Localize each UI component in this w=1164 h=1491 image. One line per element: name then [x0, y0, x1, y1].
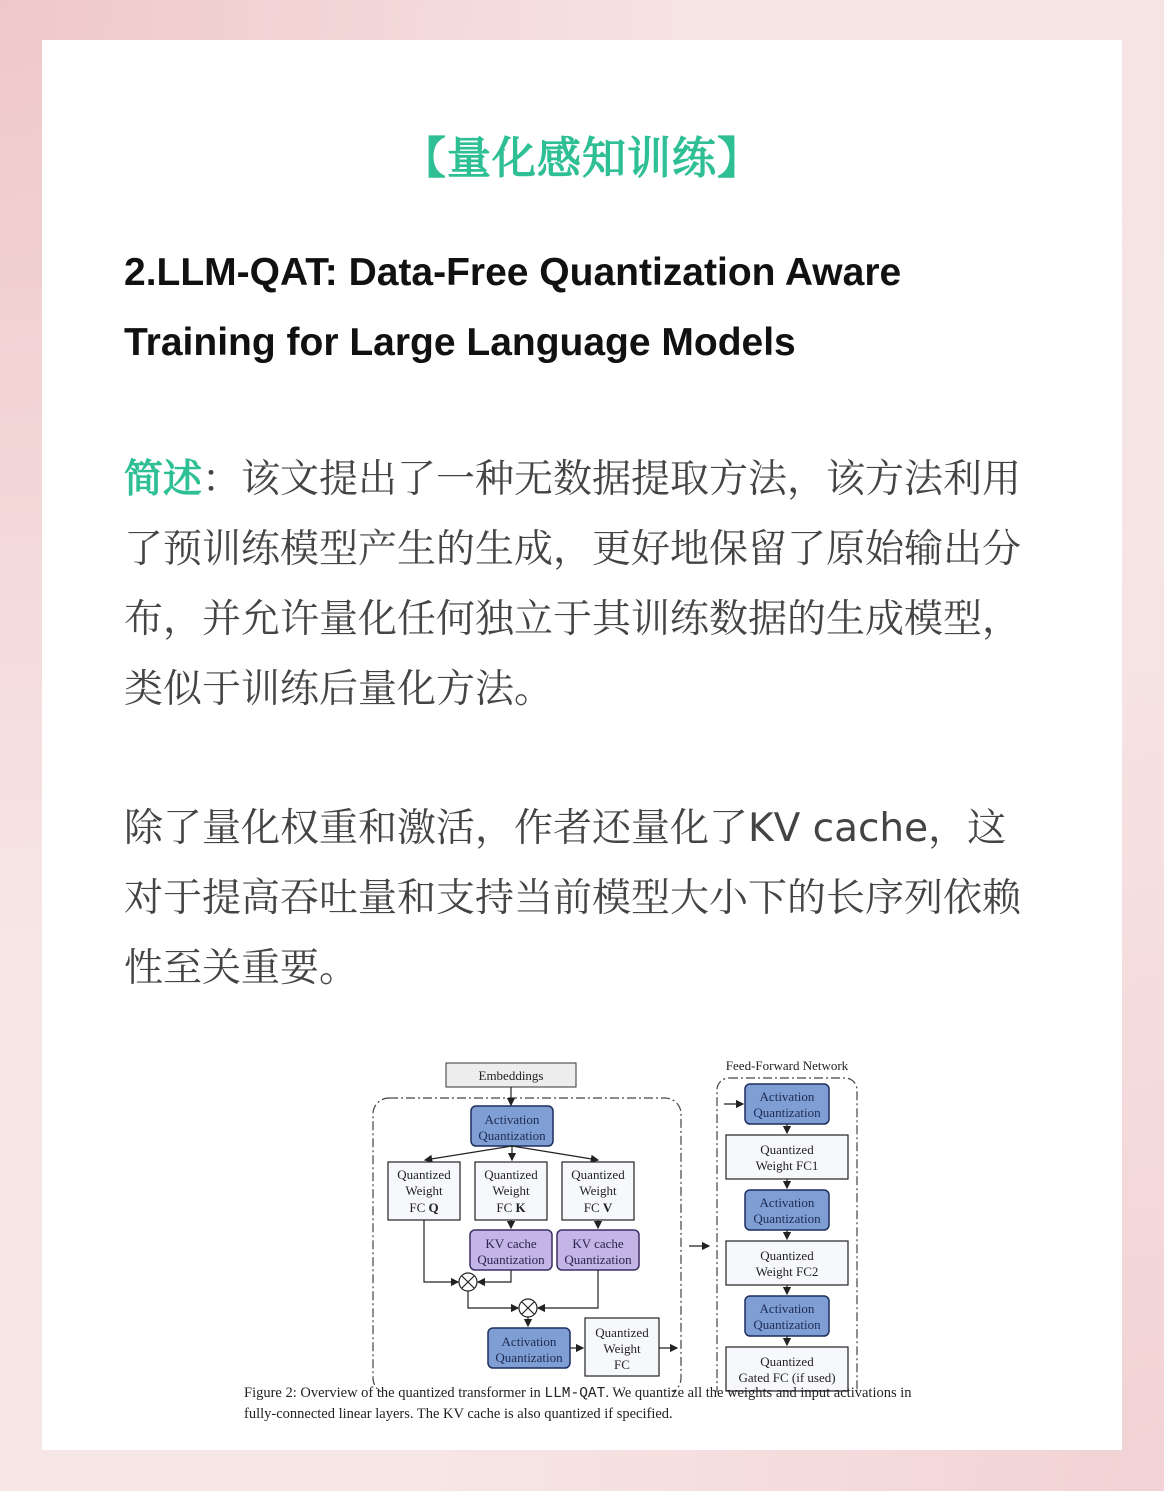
ffn-act-3-line2: Quantization: [753, 1317, 821, 1332]
paper-title: 2.LLM-QAT: Data-Free Quantization Aware Training for Large Language Models: [124, 251, 902, 364]
ffn-fc2-line2: Weight FC2: [755, 1264, 819, 1279]
content-card: [42, 40, 1122, 1450]
weight-fc-line1: Quantized: [595, 1325, 649, 1340]
ffn-label: Feed-Forward Network: [725, 1058, 849, 1073]
weight-k-line1: Quantized: [484, 1167, 538, 1182]
ffn-gated-line2: Gated FC (if used): [738, 1370, 836, 1385]
kv-cache-k-line1: KV cache: [485, 1236, 537, 1251]
page-title: 【量化感知训练】: [402, 133, 762, 184]
attn-act-bottom-line2: Quantization: [495, 1350, 563, 1365]
weight-v-line3: FC V: [583, 1200, 613, 1215]
ffn-act-2-line2: Quantization: [753, 1211, 821, 1226]
ffn-act-1-line1: Activation: [759, 1089, 815, 1104]
weight-k-line2: Weight: [492, 1183, 530, 1198]
attn-act-top-line2: Quantization: [478, 1128, 546, 1143]
architecture-diagram: [292, 1012, 932, 1392]
attn-act-bottom-line1: Activation: [501, 1334, 557, 1349]
weight-fc-line3: FC: [614, 1357, 630, 1372]
ffn-fc1-line1: Quantized: [760, 1142, 814, 1157]
weight-q-line3: FC Q: [409, 1200, 439, 1215]
weight-v-line2: Weight: [579, 1183, 617, 1198]
weight-fc-line2: Weight: [603, 1341, 641, 1356]
detail-paragraph: 除了量化权重和激活，作者还量化了KV cache，这对于提高吞吐量和支持当前模型大小下的长序列依赖性至关重要。: [124, 806, 1022, 991]
weight-v-line1: Quantized: [571, 1167, 625, 1182]
attn-act-top-line1: Activation: [484, 1112, 540, 1127]
kv-cache-v-line2: Quantization: [564, 1252, 632, 1267]
caption-code: LLM-QAT: [544, 1386, 606, 1402]
summary-paragraph: [124, 445, 1044, 725]
ffn-fc1-line2: Weight FC1: [755, 1158, 819, 1173]
weight-q-line2: Weight: [405, 1183, 443, 1198]
architecture-figure: [292, 1012, 932, 1432]
embeddings-label: Embeddings: [478, 1068, 544, 1083]
caption-prefix: Figure 2: Overview of the quantized transformer in: [244, 1385, 545, 1401]
figure-caption: [244, 1383, 944, 1424]
summary-text: ：该文提出了一种无数据提取方法，该方法利用了预训练模型产生的生成，更好地保留了原始输出分布，并允许量化任何独立于其训练数据的生成模型，类似于训练后量化方法。: [124, 457, 1022, 712]
ffn-act-2-line1: Activation: [759, 1195, 815, 1210]
ffn-act-1-line2: Quantization: [753, 1105, 821, 1120]
summary-lead: 简述: [124, 457, 203, 502]
ffn-gated-line1: Quantized: [760, 1354, 814, 1369]
caption-suffix: . We quantize all the weights and input activations in fully-connected linear layers. The KV cache is also quantized if specified.: [244, 1385, 912, 1422]
kv-cache-v-line1: KV cache: [572, 1236, 624, 1251]
ffn-fc2-line1: Quantized: [760, 1248, 814, 1263]
weight-q-line1: Quantized: [397, 1167, 451, 1182]
ffn-act-3-line1: Activation: [759, 1301, 815, 1316]
weight-k-line3: FC K: [496, 1200, 526, 1215]
kv-cache-k-line2: Quantization: [477, 1252, 545, 1267]
